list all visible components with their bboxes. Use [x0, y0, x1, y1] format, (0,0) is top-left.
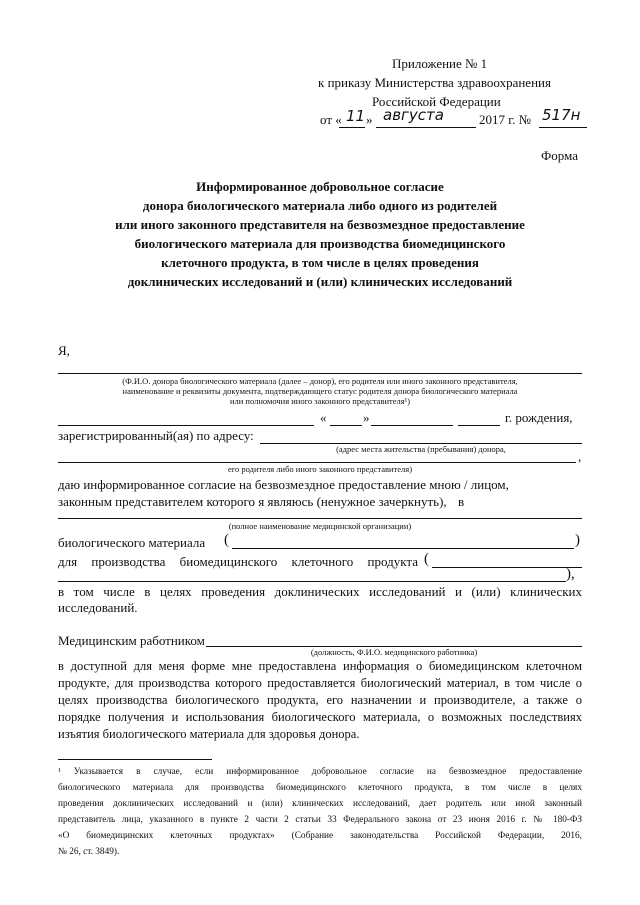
address-caption: (адрес места жительства (пребывания) донора,: [336, 444, 506, 454]
order-date-prefix: от «: [320, 112, 342, 127]
number-underline: [539, 127, 587, 128]
form-label: Форма: [541, 148, 578, 163]
bio-paren-close: ): [575, 532, 580, 548]
order-year: 2017 г. №: [479, 112, 532, 127]
footnote-divider: [58, 759, 212, 760]
info-line-4: порядке получения и использования биологического материала, о возможных последствиях: [58, 710, 582, 724]
organization-caption: (полное наименование медицинской организации): [228, 521, 412, 531]
order-federation: Российской Федерации: [372, 94, 501, 109]
medical-worker-label: Медицинским работником: [58, 633, 205, 648]
fio-continuation-field[interactable]: [58, 425, 314, 426]
birth-year-field[interactable]: [458, 425, 500, 426]
product-field-continuation[interactable]: [58, 581, 566, 582]
title-line-4: биологического материала для производства биомедицинского: [134, 236, 506, 251]
birth-day-field[interactable]: [330, 425, 362, 426]
title-line-3: или иного законного представителя на безвозмездное предоставление: [115, 217, 525, 232]
bio-material-label: биологического материала: [58, 535, 206, 550]
info-line-1: в доступной для меня форме мне предоставлена информация о биомедицинском клеточном: [58, 659, 582, 673]
order-month: августа: [383, 106, 444, 124]
address-comma: ,: [578, 449, 582, 464]
parent-caption: его родителя либо иного законного представителя): [227, 464, 413, 474]
organization-field[interactable]: [58, 518, 582, 519]
medical-worker-caption: (должность, Ф.И.О. медицинского работника): [310, 647, 478, 657]
address-continuation-field[interactable]: [58, 462, 576, 463]
product-field[interactable]: [432, 567, 582, 568]
order-day: 11: [346, 107, 366, 125]
production-label: для производства биомедицинского клеточного продукта: [58, 554, 418, 569]
birth-quote-close: »: [363, 410, 370, 425]
consent-line-2: законным представителем которого я являюсь (ненужное зачеркнуть),: [58, 494, 447, 509]
consent-v: в: [458, 494, 465, 509]
fio-caption-2: наименование и реквизиты документа, подтверждающего статус родителя донора биологического материала: [122, 386, 518, 396]
title-line-6: доклинических исследований и (или) клинических исследований: [127, 274, 513, 289]
fio-field[interactable]: [58, 373, 582, 374]
prod-paren-open: (: [424, 551, 429, 567]
info-line-2: продукте, для производства которого предоставляется биологический материал, в том числе о: [58, 676, 582, 690]
footnote-line-3: проведения доклинических исследований и (или) клинических исследований, дает родитель или иной законный: [58, 799, 582, 809]
birth-month-field[interactable]: [371, 425, 453, 426]
order-quote-close: »: [366, 112, 373, 127]
order-ministry: к приказу Министерства здравоохранения: [318, 75, 551, 90]
purpose-line-1: в том числе в целях проведения доклинических исследований и (или) клинических: [58, 584, 582, 599]
day-underline: [339, 127, 365, 128]
title-line-1: Информированное добровольное согласие: [196, 179, 444, 194]
order-number: 517н: [542, 106, 581, 124]
footnote-line-6: № 26, ст. 3849).: [58, 847, 120, 857]
fio-caption-3: или полномочия иного законного представителя¹): [229, 396, 411, 406]
birth-quote-open: «: [320, 410, 327, 425]
appendix-label: Приложение № 1: [392, 56, 488, 71]
bio-paren-open: (: [224, 532, 229, 548]
footnote-line-1: ¹ Указывается в случае, если информированное добровольное согласие на безвозмездное предоставление: [58, 767, 582, 777]
ya-label: Я,: [58, 343, 70, 358]
consent-line-1: даю информированное согласие на безвозмездное предоставление мною / лицом,: [58, 477, 509, 492]
registered-label: зарегистрированный(ая) по адресу:: [58, 428, 254, 443]
prod-paren-close: ),: [566, 566, 575, 582]
month-underline: [376, 127, 476, 128]
title-line-2: донора биологического материала либо одного из родителей: [142, 198, 498, 213]
birth-label: г. рождения,: [505, 410, 573, 425]
fio-caption-1: (Ф.И.О. донора биологического материала (далее – донор), его родителя или иного законного представителя,: [122, 376, 518, 386]
title-line-5: клеточного продукта, в том числе в целях проведения: [161, 255, 479, 270]
info-line-3: целях производства биологического продукта, его назначении и производителе, а также о: [58, 693, 582, 707]
bio-material-field[interactable]: [232, 548, 574, 549]
footnote-line-2: биологического материала для производства биомедицинского клеточного продукта, в том числе в целях: [58, 783, 582, 793]
info-line-5: изъятия биологического материала для здоровья донора.: [58, 727, 360, 741]
footnote-line-4: представитель лица, указанного в пункте 2 части 2 статьи 33 Федерального закона от 23 июня 2016 г. № 180-ФЗ: [58, 815, 582, 825]
purpose-line-2: исследований.: [58, 600, 138, 615]
footnote-line-5: «О биомедицинских клеточных продуктах» (Собрание законодательства Российской Федерации, 2016,: [58, 831, 582, 841]
